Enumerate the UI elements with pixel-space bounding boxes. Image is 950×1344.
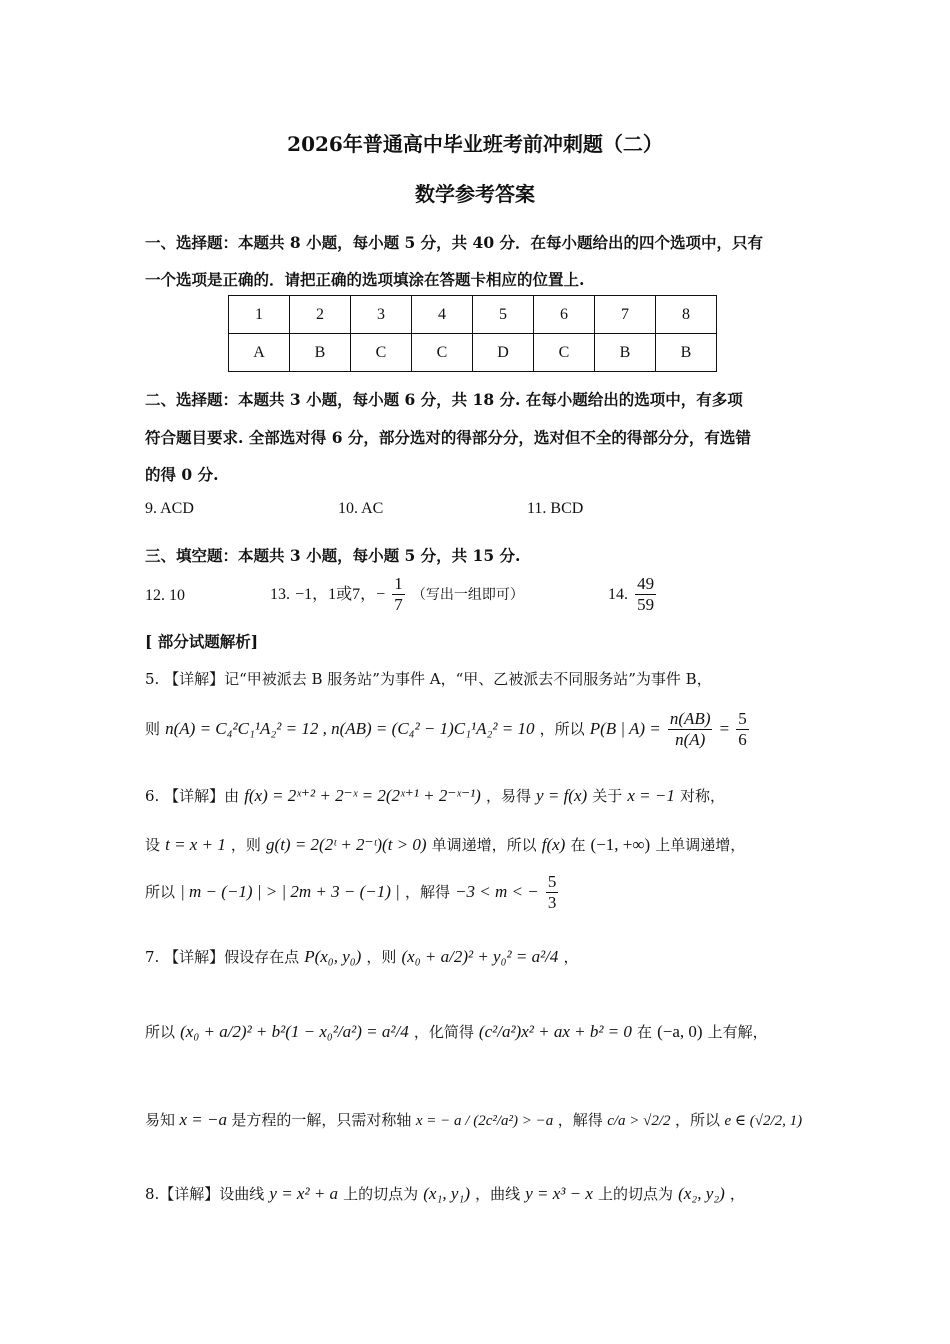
q6-line2-expression: t = x + 1 xyxy=(165,835,226,854)
q7-line1 xyxy=(145,946,579,967)
q5-fraction-1 xyxy=(668,709,713,750)
q7-line2-connector: ，化简得 xyxy=(413,1023,474,1041)
section2-line2: 符合题目要求. 全部选对得 6 分，部分选对的得部分分，选对但不全的得部分分，有选错 xyxy=(145,428,751,447)
q6-prefix: 6. 【详解】由 xyxy=(145,787,240,805)
section2-line1: 二、选择题：本题共 3 小题，每小题 6 分，共 18 分. 在每小题给出的选项中，有多项 xyxy=(145,390,743,409)
q6-line2-expression-2: g(t) = 2(2ᵗ + 2⁻ᵗ)(t > 0) xyxy=(266,835,427,854)
table-cell: A xyxy=(229,334,290,372)
q8-connector-3: 上的切点为 xyxy=(597,1185,673,1203)
table-cell: 5 xyxy=(473,296,534,334)
page-title: 2026年普通高中毕业班考前冲刺题（二） xyxy=(287,132,663,156)
fraction-denominator: 7 xyxy=(394,595,403,614)
answer-11: 11. BCD xyxy=(527,500,584,517)
q8-expression-4: (x₂, y₂) xyxy=(678,1184,725,1203)
table-cell: B xyxy=(656,334,717,372)
table-cell: C xyxy=(534,334,595,372)
answer-14 xyxy=(608,574,658,615)
table-cell: 4 xyxy=(412,296,473,334)
q6-line2-connector-2: 单调递增，所以 xyxy=(431,836,537,854)
q8-connector: 上的切点为 xyxy=(343,1185,419,1203)
answer-13-label: 13. xyxy=(270,586,290,603)
q7-line3-expression: x = −a xyxy=(179,1110,227,1129)
q5-equals: = xyxy=(719,719,730,738)
answer-table-answer-row xyxy=(229,334,717,372)
q7-line2-expression-3: (−a, 0) xyxy=(657,1022,703,1041)
q6-connector-2: 关于 xyxy=(592,787,623,805)
q7-line2-connector-2: 在 xyxy=(637,1023,653,1041)
q6-connector: ，易得 xyxy=(485,787,531,805)
table-cell: B xyxy=(595,334,656,372)
q6-line3-expression-2: −3 < m < − xyxy=(455,882,539,901)
fraction-denominator: 6 xyxy=(738,730,747,749)
q8-line1 xyxy=(145,1183,745,1204)
q7-expression-2: (x₀ + a/2)² + y₀² = a²/4 xyxy=(401,947,559,966)
table-cell: 2 xyxy=(290,296,351,334)
table-cell: 8 xyxy=(656,296,717,334)
fraction-denominator: 3 xyxy=(547,893,557,912)
answer-10: 10. AC xyxy=(338,500,384,517)
q7-line3 xyxy=(145,1109,802,1130)
fraction-numerator: n(AB) xyxy=(669,709,711,728)
answer-13-note: （写出一组即可） xyxy=(411,587,524,603)
fraction-denominator: n(A) xyxy=(675,730,706,749)
q7-line3-expression-2: x = − a / (2c²/a²) > −a xyxy=(415,1113,554,1129)
fraction-denominator: 59 xyxy=(637,595,655,614)
q7-prefix: 7. 【详解】假设存在点 xyxy=(145,948,300,966)
q8-expression-3: y = x³ − x xyxy=(525,1184,593,1203)
q6-line2-suffix: 上单调递增， xyxy=(655,836,746,854)
q6-line2-connector: ，则 xyxy=(230,836,261,854)
q6-line2-prefix: 设 xyxy=(145,836,161,854)
q5-fraction-2 xyxy=(736,709,749,750)
q8-expression: y = x² + a xyxy=(269,1184,339,1203)
q7-line3-expression-3: c/a > √2/2 xyxy=(607,1113,671,1129)
q7-line2-expression: (x₀ + a/2)² + b²(1 − x₀²/a²) = a²/4 xyxy=(180,1022,409,1041)
q7-suffix: ， xyxy=(563,948,579,966)
q5-probability: P(B | A) = xyxy=(589,719,661,738)
q7-expression: P(x₀, y₀) xyxy=(304,947,362,966)
q6-line1 xyxy=(145,785,725,806)
q6-line2-expression-3: f(x) xyxy=(541,835,566,854)
q5-line2 xyxy=(145,709,751,750)
answer-9: 9. ACD xyxy=(145,500,194,517)
q8-expression-2: (x₁, y₁) xyxy=(423,1184,470,1203)
answer-13-fraction xyxy=(392,574,405,615)
table-cell: C xyxy=(351,334,412,372)
answer-table xyxy=(228,295,717,372)
table-cell: C xyxy=(412,334,473,372)
q5-connector: ，所以 xyxy=(539,720,585,738)
answer-13 xyxy=(270,574,524,615)
answer-14-fraction xyxy=(635,574,656,615)
q6-line2-connector-3: 在 xyxy=(570,836,586,854)
answer-13-values: −1，1或7，− xyxy=(295,586,386,603)
table-cell: B xyxy=(290,334,351,372)
q6-suffix: 对称， xyxy=(679,787,725,805)
fraction-numerator: 1 xyxy=(394,574,403,593)
table-cell: 6 xyxy=(534,296,595,334)
q7-connector: ，则 xyxy=(366,948,397,966)
q7-line2-suffix: 上有解， xyxy=(707,1023,768,1041)
q6-line3-prefix: 所以 xyxy=(145,883,176,901)
q7-line3-connector-2: ，解得 xyxy=(557,1111,603,1129)
q6-expression: f(x) = 2ˣ⁺² + 2⁻ˣ = 2(2ˣ⁺¹ + 2⁻ˣ⁻¹) xyxy=(244,786,481,805)
fraction-numerator: 5 xyxy=(547,872,557,891)
q6-fraction xyxy=(546,872,559,913)
q7-line3-connector-3: ，所以 xyxy=(675,1111,721,1129)
table-cell: D xyxy=(473,334,534,372)
q5-prefix: 则 xyxy=(145,720,161,738)
section1-line1: 一、选择题：本题共 8 小题，每小题 5 分，共 40 分．在每小题给出的四个选项中，只有 xyxy=(145,233,764,252)
table-cell: 1 xyxy=(229,296,290,334)
answer-table-number-row xyxy=(229,296,717,334)
q5-line1: 5. 【详解】记“甲被派去 B 服务站”为事件 A，“甲、乙被派去不同服务站”为事件 B， xyxy=(145,670,712,688)
q6-line3-expression: | m − (−1) | > | 2m + 3 − (−1) | xyxy=(180,882,400,901)
q7-line2-prefix: 所以 xyxy=(145,1023,176,1041)
q6-line2 xyxy=(145,834,745,855)
q7-line2-expression-2: (c²/a²)x² + ax + b² = 0 xyxy=(478,1022,632,1041)
table-cell: 3 xyxy=(351,296,412,334)
section3-line1: 三、填空题：本题共 3 小题，每小题 5 分，共 15 分. xyxy=(145,546,521,565)
answer-14-label: 14. xyxy=(608,586,628,603)
q7-line2 xyxy=(145,1021,768,1042)
fraction-numerator: 5 xyxy=(738,709,747,728)
section1-line2: 一个选项是正确的．请把正确的选项填涂在答题卡相应的位置上. xyxy=(145,270,585,289)
answer-12: 12. 10 xyxy=(145,587,185,604)
q8-prefix: 8.【详解】设曲线 xyxy=(145,1185,265,1203)
q6-line3 xyxy=(145,872,560,913)
q8-suffix: ， xyxy=(729,1185,745,1203)
q5-expression: n(A) = C₄²C₁¹A₂² = 12 , n(AB) = (C₄² − 1)C₁¹A₂² = 10 xyxy=(165,719,535,738)
section2-line3: 的得 0 分. xyxy=(145,465,219,484)
q6-line2-expression-4: (−1, +∞) xyxy=(590,835,651,854)
q6-expression-2: y = f(x) xyxy=(536,786,588,805)
q7-line3-expression-4: e ∈ (√2/2, 1) xyxy=(724,1113,803,1129)
table-cell: 7 xyxy=(595,296,656,334)
analysis-header: [ 部分试题解析] xyxy=(145,632,259,651)
fraction-numerator: 49 xyxy=(637,574,655,593)
q6-expression-3: x = −1 xyxy=(627,786,675,805)
page-subtitle: 数学参考答案 xyxy=(415,182,535,206)
q6-line3-connector: ，解得 xyxy=(404,883,450,901)
q8-connector-2: ，曲线 xyxy=(475,1185,521,1203)
q7-line3-prefix: 易知 xyxy=(145,1111,176,1129)
q7-line3-connector: 是方程的一解，只需对称轴 xyxy=(231,1111,412,1129)
